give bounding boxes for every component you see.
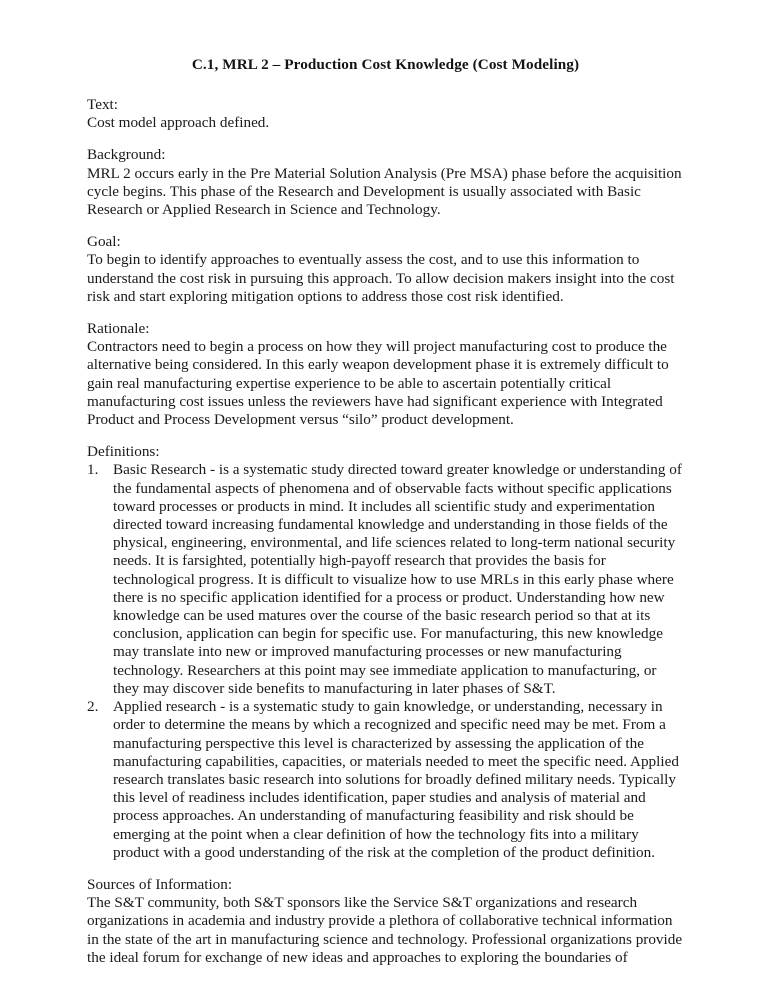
- page-title: C.1, MRL 2 – Production Cost Knowledge (Cost Modeling): [191, 56, 580, 73]
- section-rationale: [87, 320, 684, 429]
- section-definitions: [87, 443, 684, 862]
- section-sources: [87, 876, 684, 967]
- section-heading-definitions: Definitions:: [87, 443, 160, 461]
- section-heading-background: Background:: [87, 146, 166, 164]
- section-body-rationale: Contractors need to begin a process on how they will project manufacturing cost to produce the alternative being considered. In this early weapon development phase it is extremely difficult to gain real manufacturing expertise experience to be able to ascertain potentially critical manufacturing cost issues unless the reviewers have had significant experience with Integrated Product and Process Development versus “silo” product development.: [87, 338, 669, 429]
- list-item: [87, 461, 684, 698]
- section-body-background: MRL 2 occurs early in the Pre Material Solution Analysis (Pre MSA) phase before the acquisition cycle begins. This phase of the Research and Development is usually associated with Basic Research or Applied Research in Science and Technology.: [87, 164, 682, 219]
- list-item-marker: 1.: [87, 461, 99, 479]
- document-body: [87, 56, 684, 967]
- list-item-text: Basic Research - is a systematic study directed toward greater knowledge or understanding of the fundamental aspects of phenomena and of observable facts without specific applications toward processes or products in mind. It includes all scientific study and experimentation directed toward increasing fundamental knowledge and understanding in those fields of the physical, engineering, environmental, and life sciences related to long-term national security needs. It is farsighted, potentially high-payoff research that provides the basis for technological progress. It is difficult to visualize how to use MRLs in this early phase where there is no specific application identified for a process or product. Understanding how new knowledge can be used matures over the course of the basic research period so that at its conclusion, application can begin for specific use. For manufacturing, this new knowledge may translate into new or improved manufacturing processes or new manufacturing technology. Researchers at this point may see immediate application to manufacturing, or they may discover side benefits to manufacturing in later phases of S&T.: [113, 461, 682, 697]
- list-item-marker: 2.: [87, 698, 99, 716]
- section-heading-goal: Goal:: [87, 233, 121, 251]
- section-body-goal: To begin to identify approaches to eventually assess the cost, and to use this information to understand the cost risk in pursuing this approach. To allow decision makers insight into the cost risk and start exploring mitigation options to address those cost risk identified.: [87, 251, 675, 305]
- section-body-sources: The S&T community, both S&T sponsors like the Service S&T organizations and research organizations in academia and industry provide a plethora of collaborative technical information in the state of the art in manufacturing science and technology. Professional organizations provide the ideal forum for exchange of new ideas and approaches to exploring the boundaries of: [87, 894, 683, 966]
- list-item: [87, 698, 684, 862]
- list-item-text: Applied research - is a systematic study to gain knowledge, or understanding, necessary in order to determine the means by which a recognized and specific need may be met. From a manufacturing perspective this level is characterized by assessing the application of the manufacturing capabilities, capacities, or materials needed to meet the specific need. Applied research translates basic research into solutions for broadly defined military needs. Typically this level of readiness includes identification, paper studies and analysis of material and process approaches. An understanding of manufacturing feasibility and risk should be emerging at the point when a clear definition of how the technology fits into a military product with a good understanding of the risk at the completion of the product definition.: [113, 698, 679, 861]
- section-goal: [87, 233, 684, 306]
- section-heading-text: Text:: [87, 96, 118, 113]
- section-background: [87, 146, 684, 219]
- section-heading-sources: Sources of Information:: [87, 875, 233, 893]
- section-heading-rationale: Rationale:: [87, 320, 150, 338]
- section-body-text: Cost model approach defined.: [87, 114, 270, 132]
- definitions-list: [87, 461, 684, 861]
- section-text: [87, 96, 684, 132]
